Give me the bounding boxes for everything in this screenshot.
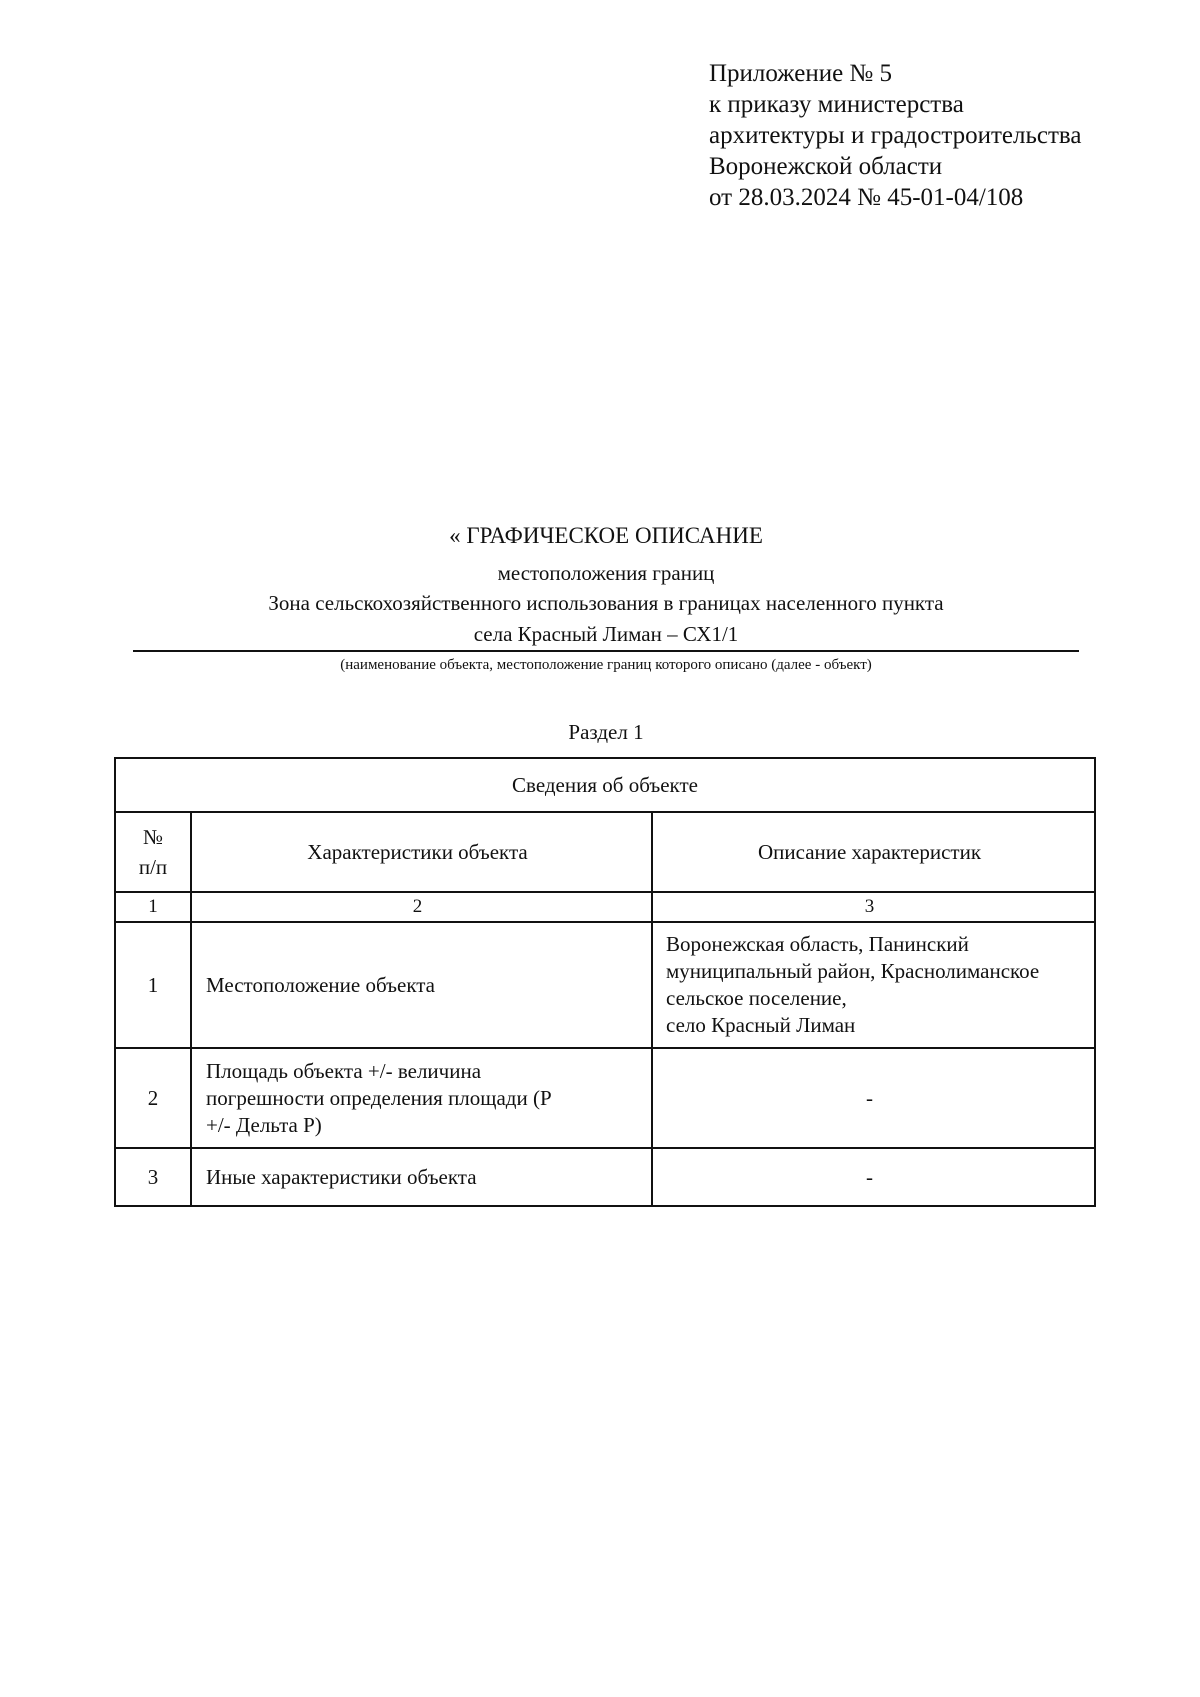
- object-name-line: Зона сельскохозяйственного использования в границах населенного пункта: [268, 591, 944, 615]
- header-description: Описание характеристик: [652, 812, 1095, 892]
- index-cell: 1: [115, 892, 191, 922]
- table-caption: Сведения об объекте: [115, 758, 1095, 812]
- appendix-line: от 28.03.2024 № 45-01-04/108: [709, 184, 1024, 211]
- section-label: Раздел 1: [568, 720, 644, 744]
- document-title: « ГРАФИЧЕСКОЕ ОПИСАНИЕ: [449, 523, 763, 548]
- table-row: [115, 922, 1095, 1048]
- row-description: -: [652, 1148, 1095, 1206]
- row-characteristic: Иные характеристики объекта: [191, 1148, 652, 1206]
- document-subtitle: местоположения границ: [497, 561, 715, 585]
- description-line: сельское поселение,: [666, 986, 847, 1010]
- row-characteristic: Местоположение объекта: [191, 922, 652, 1048]
- appendix-block: [709, 58, 1179, 213]
- object-name-line: села Красный Лиман – СХ1/1: [473, 622, 739, 646]
- characteristic-line: погрешности определения площади (Р: [206, 1085, 552, 1110]
- appendix-line: к приказу министерства: [709, 91, 964, 118]
- underline-rule: [133, 650, 1079, 652]
- appendix-line: Приложение № 5: [709, 60, 893, 87]
- header-number: [115, 812, 191, 892]
- row-number: 1: [115, 922, 191, 1048]
- description-line: муниципальный район, Краснолиманское: [666, 959, 1040, 983]
- row-number: 2: [115, 1048, 191, 1148]
- header-characteristics: Характеристики объекта: [191, 812, 652, 892]
- header-number-line: п/п: [138, 855, 168, 879]
- table-index-row: [115, 892, 1095, 922]
- appendix-line: архитектуры и градостроительства: [709, 122, 1082, 149]
- description-line: село Красный Лиман: [666, 1013, 856, 1037]
- index-cell: 3: [652, 892, 1095, 922]
- table-row: [115, 1148, 1095, 1206]
- table-caption-row: [115, 758, 1095, 812]
- appendix-line: Воронежской области: [709, 153, 943, 180]
- row-number: 3: [115, 1148, 191, 1206]
- row-characteristic: [191, 1048, 652, 1148]
- table-row: [115, 1048, 1095, 1148]
- object-info-table: [114, 757, 1096, 1207]
- description-line: Воронежская область, Панинский: [666, 932, 969, 956]
- characteristic-line: +/- Дельта Р): [206, 1112, 322, 1137]
- row-description: -: [652, 1048, 1095, 1148]
- table-header-row: [115, 812, 1095, 892]
- header-number-line: №: [142, 825, 164, 849]
- row-description: [652, 922, 1095, 1048]
- characteristic-line: Площадь объекта +/- величина: [206, 1058, 482, 1083]
- object-name-caption: (наименование объекта, местоположение границ которого описано (далее - объект): [340, 657, 872, 673]
- index-cell: 2: [191, 892, 652, 922]
